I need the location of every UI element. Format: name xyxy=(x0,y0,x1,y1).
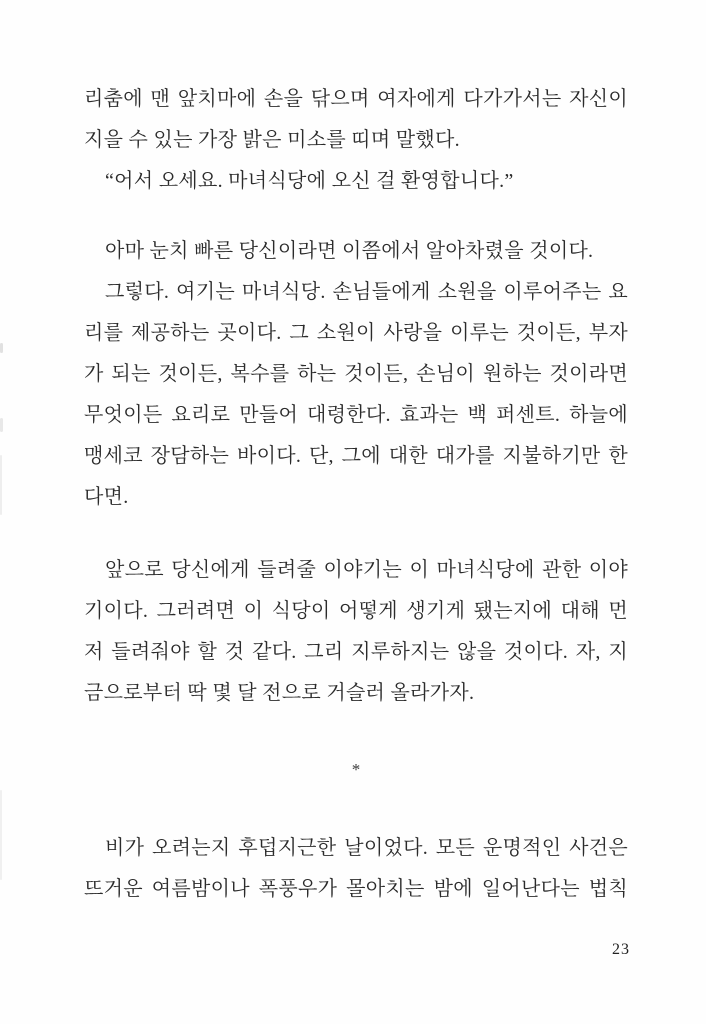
text-line: 그렇다. 여기는 마녀식당. 손님들에게 소원을 이루어주는 요 xyxy=(105,281,628,303)
text-line: 리춤에 맨 앞치마에 손을 닦으며 여자에게 다가가서는 자신이 xyxy=(84,88,628,110)
paragraph-gap xyxy=(84,714,628,749)
text-line: 앞으로 당신에게 들려줄 이야기는 이 마녀식당에 관한 이야 xyxy=(105,559,628,581)
paragraph xyxy=(84,828,628,910)
scan-artifact xyxy=(0,790,2,880)
paragraph-gap xyxy=(84,518,628,550)
text-line: 가 되는 것이든, 복수를 하는 것이든, 손님이 원하는 것이라면 xyxy=(84,363,628,385)
paragraph xyxy=(84,161,628,202)
text-line: 뜨거운 여름밤이나 폭풍우가 몰아치는 밤에 일어난다는 법칙 xyxy=(84,878,628,900)
paragraph-gap xyxy=(84,790,628,828)
text-line: 리를 제공하는 곳이다. 그 소원이 사랑을 이루는 것이든, 부자 xyxy=(84,322,628,344)
paragraph xyxy=(84,550,628,714)
text-line: 지을 수 있는 가장 밝은 미소를 띠며 말했다. xyxy=(84,129,460,151)
text-line: 무엇이든 요리로 만들어 대령한다. 효과는 백 퍼센트. 하늘에 xyxy=(84,404,628,426)
text-line: 저 들려줘야 할 것 같다. 그리 지루하지는 않을 것이다. 자, 지 xyxy=(84,641,628,663)
text-line: 금으로부터 딱 몇 달 전으로 거슬러 올라가자. xyxy=(84,682,475,704)
text-line: 비가 오려는지 후덥지근한 날이었다. 모든 운명적인 사건은 xyxy=(105,837,628,859)
text-line: 다면. xyxy=(84,486,129,508)
text-line: 맹세코 장담하는 바이다. 단, 그에 대한 대가를 지불하기만 한 xyxy=(84,445,628,467)
text-line: “어서 오세요. 마녀식당에 오신 걸 환영합니다.” xyxy=(105,170,514,192)
scan-artifact xyxy=(0,455,2,515)
section-separator: * xyxy=(351,760,361,779)
paragraph-gap xyxy=(84,202,628,231)
scan-artifact xyxy=(0,343,3,353)
scan-artifact xyxy=(0,418,3,432)
text-line: 기이다. 그러려면 이 식당이 어떻게 생기게 됐는지에 대해 먼 xyxy=(84,600,628,622)
paragraph xyxy=(84,79,628,161)
text-block xyxy=(84,79,628,910)
paragraph xyxy=(84,272,628,518)
page-number: 23 xyxy=(612,941,630,958)
paragraph xyxy=(84,231,628,272)
text-line: 아마 눈치 빠른 당신이라면 이쯤에서 알아차렸을 것이다. xyxy=(105,240,594,262)
